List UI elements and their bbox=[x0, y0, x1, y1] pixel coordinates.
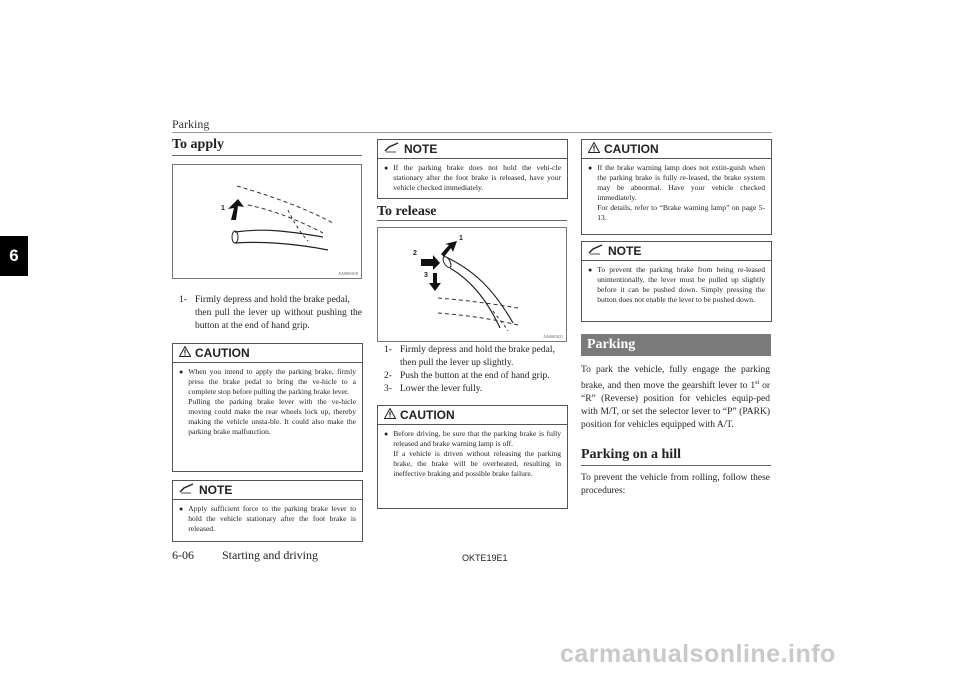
note-title bbox=[582, 242, 771, 261]
caution-box-apply bbox=[172, 343, 363, 472]
heading-to-apply: To apply bbox=[172, 137, 225, 152]
release-step-3 bbox=[384, 383, 567, 396]
note-body bbox=[582, 261, 771, 310]
caution-body bbox=[582, 159, 771, 228]
header-divider bbox=[172, 132, 772, 133]
note-box-release bbox=[377, 139, 568, 199]
watermark[interactable]: carmanualsonline.info bbox=[560, 640, 836, 668]
note-title-text: NOTE bbox=[404, 142, 438, 156]
apply-step-1 bbox=[179, 294, 362, 333]
release-steps bbox=[384, 344, 567, 396]
bullet-icon: ● bbox=[179, 505, 184, 513]
release-step-2 bbox=[384, 370, 567, 383]
step-text-rest: then pull the lever up slightly. bbox=[400, 358, 514, 368]
heading-to-release: To release bbox=[377, 204, 437, 219]
parking-text-b: or “R” (Reverse) position for vehicles equip-ped with M/T, or set the selector lever to “P” (PARK) position for vehicles equipped with A/T. bbox=[581, 381, 770, 431]
figure-callout-3: 3 bbox=[424, 272, 428, 279]
parking-paragraph bbox=[581, 364, 770, 432]
caution-title-text: CAUTION bbox=[604, 142, 659, 156]
caution-body bbox=[173, 363, 362, 442]
footer-doc-code: OKTE19E1 bbox=[462, 553, 508, 563]
figure-code: AA0001018 bbox=[338, 271, 358, 276]
bullet-icon: ● bbox=[588, 164, 593, 172]
caution-box-release bbox=[377, 405, 568, 509]
bullet-icon: ● bbox=[179, 368, 184, 376]
step-text-line1: Push the button at the end of hand grip. bbox=[400, 371, 550, 381]
step-text-line1: Firmly depress and hold the brake pedal, bbox=[400, 345, 555, 355]
note-text: To prevent the parking brake from being re-leased unintentionally, the lever must be pulled up slightly before it can be pushed down. Simply pressing the button does not enable the lever to be pushed down. bbox=[597, 265, 765, 304]
note-box-apply bbox=[172, 480, 363, 542]
figure-code: AA0001021 bbox=[543, 334, 563, 339]
figure-apply-lever bbox=[172, 164, 362, 279]
note-title bbox=[173, 481, 362, 500]
chapter-tab[interactable]: 6 bbox=[0, 236, 28, 276]
caution-text-2: If a vehicle is driven without releasing the parking brake, the brake will be overheated, resulting in ineffective braking and possible brake failure. bbox=[393, 449, 561, 478]
step-number: 1- bbox=[179, 295, 187, 305]
note-text: If the parking brake does not hold the vehi-cle stationary after the foot brake is released, have your vehicle checked immediately. bbox=[393, 163, 561, 192]
heading-rule bbox=[377, 220, 567, 221]
lever-illustration bbox=[378, 228, 566, 341]
note-title-text: NOTE bbox=[608, 244, 642, 258]
warning-triangle-icon bbox=[588, 142, 600, 156]
parking-superscript: st bbox=[755, 380, 760, 386]
figure-callout-1: 1 bbox=[459, 235, 463, 242]
step-number: 2- bbox=[384, 371, 392, 381]
running-header: Parking bbox=[172, 117, 210, 131]
note-title-text: NOTE bbox=[199, 483, 233, 497]
note-pencil-icon bbox=[588, 244, 604, 258]
caution-title-text: CAUTION bbox=[400, 408, 455, 422]
footer-chapter-title: Starting and driving bbox=[222, 548, 318, 562]
step-number: 3- bbox=[384, 384, 392, 394]
caution-title bbox=[378, 406, 567, 425]
note-text: Apply sufficient force to the parking brake lever to hold the vehicle stationary after the foot brake is released. bbox=[188, 504, 356, 533]
caution-text-1: When you intend to apply the parking brake, firmly press the brake pedal to bring the ve-hicle to a complete stop before pulling the parking brake lever. bbox=[188, 367, 356, 396]
note-body bbox=[173, 500, 362, 539]
figure-callout-1: 1 bbox=[221, 205, 225, 212]
note-title bbox=[378, 140, 567, 159]
caution-title bbox=[582, 140, 771, 159]
caution-box-warning-lamp bbox=[581, 139, 772, 235]
bullet-icon: ● bbox=[384, 164, 389, 172]
heading-rule bbox=[172, 155, 362, 156]
warning-triangle-icon bbox=[179, 346, 191, 360]
step-number: 1- bbox=[384, 345, 392, 355]
figure-release-lever bbox=[377, 227, 567, 342]
parking-text-a: To park the vehicle, fully engage the parking brake, and then move the gearshift lever to 1 bbox=[581, 365, 770, 392]
note-body bbox=[378, 159, 567, 198]
heading-rule bbox=[581, 465, 771, 466]
note-pencil-icon bbox=[179, 483, 195, 497]
step-text-rest: then pull the lever up without pushing the button at the end of hand grip. bbox=[195, 308, 362, 331]
hill-paragraph: To prevent the vehicle from rolling, follow these procedures: bbox=[581, 473, 770, 496]
release-step-1 bbox=[384, 344, 567, 370]
lever-illustration bbox=[173, 165, 361, 278]
figure-callout-2: 2 bbox=[413, 250, 417, 257]
heading-parking-on-a-hill: Parking on a hill bbox=[581, 447, 681, 462]
step-text-line1: Lower the lever fully. bbox=[400, 384, 483, 394]
warning-triangle-icon bbox=[384, 408, 396, 422]
caution-text-1: If the brake warning lamp does not extin-guish when the parking brake is fully re-leased, the brake system may be abnormal. Have your vehicle checked immediately. bbox=[597, 163, 765, 202]
step-text-line1: Firmly depress and hold the brake pedal, bbox=[195, 295, 350, 305]
page-number: 6-06 bbox=[172, 548, 194, 562]
caution-text-2: For details, refer to “Brake warning lamp” on page 5-13. bbox=[597, 203, 765, 222]
caution-title-text: CAUTION bbox=[195, 346, 250, 360]
section-title-parking: Parking bbox=[581, 334, 771, 356]
note-box-lever bbox=[581, 241, 772, 322]
caution-text-2: Pulling the parking brake lever with the ve-hicle moving could make the rear wheels lock up, thereby making the vehicle unsta-ble. It could also make the parking brake malfunction. bbox=[188, 397, 356, 436]
note-pencil-icon bbox=[384, 142, 400, 156]
caution-text-1: Before driving, be sure that the parking brake is fully released and brake warning lamp is off. bbox=[393, 429, 561, 448]
bullet-icon: ● bbox=[588, 266, 593, 274]
caution-title bbox=[173, 344, 362, 363]
bullet-icon: ● bbox=[384, 430, 389, 438]
caution-body bbox=[378, 425, 567, 484]
